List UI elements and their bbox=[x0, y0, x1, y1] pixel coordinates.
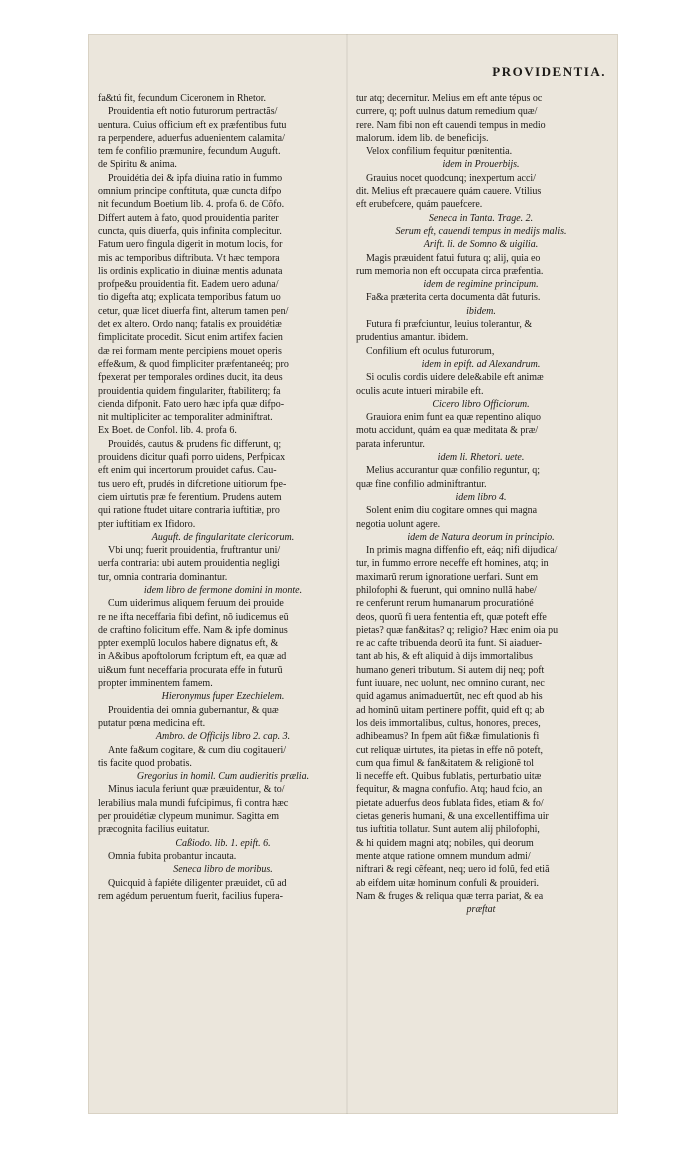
text-line: Si oculis cordis uidere dele&abile eft animæ bbox=[366, 372, 544, 384]
text-line: fimplicitate procedit. Sicut enim artifex facien bbox=[98, 332, 283, 344]
text-line: cienda difponit. Fato uero hæc ipfa quæ difpo- bbox=[98, 398, 285, 410]
text-line: pietate aduerfus deos fublata fides, etiam & fo/ bbox=[356, 797, 544, 809]
source-citation-line: idem li. Rhetori. uete. bbox=[437, 452, 525, 464]
text-line: Velox confilium fequitur pœnitentia. bbox=[366, 146, 513, 158]
text-line: tur atq; decernitur. Melius em eft ante tépus oc bbox=[356, 93, 543, 104]
source-citation-line: idem de Natura deorum in principio. bbox=[407, 531, 555, 543]
text-line: Minus iacula feriunt quæ præuidentur, & to/ bbox=[108, 784, 285, 796]
text-line: prudentius amantur. ibidem. bbox=[356, 332, 469, 344]
source-citation-line: Hieronymus fuper Ezechielem. bbox=[161, 691, 285, 703]
text-line: maximarũ rerum ignoratione uerfari. Sunt em bbox=[356, 571, 539, 583]
text-line: ciem uirtutis præ fe ferentium. Prudens autem bbox=[98, 491, 282, 503]
text-line: quæ fine confilio adminiftrantur. bbox=[356, 478, 487, 490]
text-line: omnium principe conftituta, quæ cuncta difpo bbox=[98, 186, 282, 198]
text-line: cietas generis humani, & una excellentiffima uir bbox=[356, 811, 549, 823]
text-line: motu accidunt, quám ea quæ meditata & præ/ bbox=[356, 425, 539, 437]
text-line: dæ rei formam mente percipiens mouet operis bbox=[98, 345, 282, 357]
text-line: li neceffe eft. Quibus fublatis, perturbatio uitæ bbox=[356, 771, 542, 783]
running-head: PROVIDENTIA. bbox=[492, 64, 606, 79]
source-citation-line: Seneca in Tanta. Trage. 2. bbox=[428, 212, 534, 224]
left-column bbox=[98, 92, 348, 903]
text-line: per prouidétiæ clypeum munimur. Sagitta em bbox=[98, 811, 280, 823]
source-citation-line: Gregorius in homil. Cum audieritis prælia. bbox=[136, 771, 310, 783]
source-citation-line: ibidem. bbox=[466, 305, 496, 317]
text-line: Futura fi præfciuntur, leuius tolerantur, & bbox=[366, 319, 533, 331]
text-line: de craftino folicitum effe. Nam & ipfe dominus bbox=[98, 624, 288, 636]
text-line: quid agamus animaduertũt, nec eft quod ab his bbox=[356, 691, 543, 703]
source-citation-line: idem libro de fermone domini in monte. bbox=[143, 584, 303, 596]
text-line: los deis immortalibus, cultus, honores, preces, bbox=[356, 717, 541, 729]
text-line: ra perpendere, aduerfus aduenientem calamita/ bbox=[98, 132, 285, 144]
text-line: nit fecundum Boetium lib. 4. profa 6. de Cõfo. bbox=[98, 199, 285, 211]
text-line: Grauius nocet quodcunq; inexpertum acci/ bbox=[366, 172, 536, 184]
text-line: tus iuftitia tollatur. Sunt autem alij philofophi, bbox=[356, 824, 540, 836]
text-line: Ex Boet. de Confol. lib. 4. profa 6. bbox=[98, 425, 237, 437]
text-line: currere, q; poft uulnus datum remedium quæ/ bbox=[356, 106, 538, 118]
text-line: oculis acute intueri mirabile eft. bbox=[356, 385, 484, 397]
text-line: malorum. idem lib. de beneficijs. bbox=[356, 132, 489, 144]
text-line: humano generi tributum. Si autem dij neq; poft bbox=[356, 664, 545, 676]
text-line: eft enim qui incertorum prouidet cafus. Cau- bbox=[98, 465, 277, 477]
text-line: qui ratione ftudet uitare contraria iuftitiæ, pro bbox=[98, 505, 280, 517]
text-line: fpexerat per temporales ordines ducit, ita deus bbox=[98, 372, 283, 384]
text-line: & hi quidem magni atq; nobiles, qui deorum bbox=[356, 837, 534, 849]
text-line: fequitur, & magna confufio. Atq; haud fcio, an bbox=[356, 784, 543, 796]
text-line: tus uero eft, prudés in difcretione uitiorum fpe- bbox=[98, 478, 287, 490]
text-line: adhibeamus? In fpem aũt fi&æ fimulationis fi bbox=[356, 731, 540, 743]
text-line: uerfa contraria: ubi autem prouidentia negligi bbox=[98, 558, 280, 570]
source-citation-line: Cicero libro Officiorum. bbox=[432, 398, 530, 410]
text-line: re ac cafte tribuenda deorũ ita funt. Si aiaduer- bbox=[356, 638, 543, 650]
text-line: ab eifdem uitæ hominum confuli & prouideri. bbox=[356, 877, 540, 889]
text-line: lerabilius mala mundi fufcipimus, fi contra hæc bbox=[98, 797, 289, 809]
text-line: cum qua fimul & fan&itatem & religionẽ tol bbox=[356, 757, 535, 769]
source-citation-line: idem in Prouerbijs. bbox=[442, 159, 520, 171]
text-line: In primis magna diffenfio eft, eáq; nifi dijudica/ bbox=[366, 545, 558, 557]
text-line: prouidens dicitur quafi porro uidens, Perfpicax bbox=[98, 452, 286, 464]
text-line: prouidentia quidem fingulariter, ftabiliterq; fa bbox=[98, 385, 281, 397]
text-line: Quicquid à fapiéte diligenter præuidet, cũ ad bbox=[108, 877, 287, 889]
text-line: tur, omnia contraria dominantur. bbox=[98, 571, 228, 583]
text-line: Fatum uero fingula digerit in motum locis, for bbox=[98, 239, 283, 251]
source-citation-line: idem libro 4. bbox=[455, 491, 507, 503]
text-line: ui&um funt neceffaria procurata effe in futurũ bbox=[98, 664, 283, 676]
text-line: Melius accurantur quæ confilio reguntur, q; bbox=[366, 465, 540, 477]
source-citation-line: Arift. li. de Somno & uigilia. bbox=[423, 239, 539, 251]
text-line: fa&tú fit, fecundum Ciceronem in Rhetor. bbox=[98, 93, 267, 104]
text-line: pietas? quæ fan&itas? q; religio? Hæc enim oia pu bbox=[356, 624, 559, 636]
source-citation-line: Serum eft, cauendi tempus in medijs malis. bbox=[395, 225, 567, 237]
text-line: eft erubefcere, quám pauefcere. bbox=[356, 199, 483, 211]
text-line: Prouidés, cautus & prudens fic differunt, q; bbox=[108, 438, 282, 450]
text-line: de Spiritu & anima. bbox=[98, 159, 177, 171]
text-line: tio digefta atq; explicata temporibus fatum uo bbox=[98, 292, 281, 304]
source-citation-line: Seneca libro de moribus. bbox=[173, 864, 273, 876]
text-line: mente atque ratione omnem mundum admi/ bbox=[356, 850, 531, 862]
text-line: Vbi unq; fuerit prouidentia, fruftrantur uni/ bbox=[108, 545, 281, 557]
text-line: ppter exemplũ loculos habere dignatus eft, & bbox=[98, 638, 279, 650]
text-line: lis ordinis explicatio in diuinæ mentis adunata bbox=[98, 265, 283, 277]
text-line: Magis præuident fatui futura q; alij, quia eo bbox=[366, 252, 541, 264]
source-citation-line: præftat bbox=[466, 904, 496, 916]
source-citation-line: Caßiodo. lib. 1. epift. 6. bbox=[175, 837, 271, 849]
text-line: Solent enim diu cogitare omnes qui magna bbox=[366, 505, 538, 517]
text-line: re ne ifta neceffaria fibi defint, nõ iudicemus eũ bbox=[98, 611, 289, 623]
text-line: negotia uolunt agere. bbox=[356, 518, 441, 530]
text-line: ad hominũ uitam pertinere poffit, quid eft q; ab bbox=[356, 704, 545, 716]
text-line: propter imminentem famem. bbox=[98, 678, 213, 690]
book-page bbox=[88, 34, 618, 1114]
text-line: uentura. Cuius officium eft ex præfentibus futu bbox=[98, 119, 287, 131]
text-line: effe&um, & quod fimpliciter præfentaneéq; pro bbox=[98, 358, 289, 370]
text-line: putatur pœna medicina eft. bbox=[98, 717, 206, 729]
text-line: funt iuuare, nec uolunt, nec omnino curant, nec bbox=[356, 678, 545, 690]
text-line: rem agédum peruentum fuerit, facilius fupera- bbox=[98, 890, 283, 902]
source-citation-line: Auguft. de fingularitate clericorum. bbox=[151, 531, 295, 543]
text-line: niftrari & regi cẽfeant, neq; uero id folũ, fed etiã bbox=[356, 864, 550, 876]
text-line: Grauiora enim funt ea quæ repentino aliquo bbox=[366, 412, 541, 424]
text-line: tis facite quod probatis. bbox=[98, 757, 192, 769]
text-line: rum memoria non eft occupata circa præfentia. bbox=[356, 265, 544, 277]
text-line: parata inferuntur. bbox=[356, 438, 425, 450]
text-line: Prouidentia eft notio futurorum pertractãs/ bbox=[108, 106, 278, 118]
text-line: tem fe confilio præmunire, fecundum Auguft. bbox=[98, 146, 281, 158]
source-citation-line: idem de regimine principum. bbox=[423, 279, 539, 291]
text-line: cut reliquæ uirtutes, ita pietas in effe nõ poteft, bbox=[356, 744, 543, 756]
text-line: nit multipliciter ac temporaliter adminiftrat. bbox=[98, 412, 273, 424]
text-line: Omnia fubita probantur incauta. bbox=[108, 850, 237, 862]
right-column bbox=[356, 92, 606, 916]
text-line: Prouidétia dei & ipfa diuina ratio in fummo bbox=[108, 172, 283, 184]
text-line: cuncta, quis diuerfa, quis infinita complecitur. bbox=[98, 225, 282, 237]
text-line: Fa&a præterita certa documenta dãt futuris. bbox=[366, 292, 541, 304]
text-line: profpe&u prouidentia fit. Eadem uero aduna/ bbox=[98, 279, 279, 291]
text-line: Ante fa&um cogitare, & cum diu cogitaueri/ bbox=[108, 744, 286, 756]
text-line: mis ac temporibus diftributa. Vt hæc tempora bbox=[98, 252, 280, 264]
source-citation-line: idem in epift. ad Alexandrum. bbox=[421, 358, 541, 370]
source-citation-line: Ambro. de Officijs libro 2. cap. 3. bbox=[155, 731, 291, 743]
text-line: Cum uiderimus aliquem feruum dei prouide bbox=[108, 598, 284, 610]
text-line: præcognita facilius euitatur. bbox=[98, 824, 210, 836]
text-line: Confilium eft oculus futurorum, bbox=[366, 345, 495, 357]
text-line: in A&ibus apoftolorum fcriptum eft, ea quæ ad bbox=[98, 651, 287, 663]
text-line: Differt autem à fato, quod prouidentia pariter bbox=[98, 212, 279, 224]
text-line: cetur, quæ licet diuerfa fint, alterum tamen pen/ bbox=[98, 305, 289, 317]
text-line: dit. Melius eft præcauere quám cauere. Vtilius bbox=[356, 186, 542, 198]
text-line: Prouidentia dei omnia gubernantur, & quæ bbox=[108, 704, 279, 716]
text-line: philofophi & fuerunt, qui omnino nullã habe/ bbox=[356, 584, 537, 596]
text-line: tur, in fummo errore neceffe eft homines, atq; in bbox=[356, 558, 549, 570]
text-line: deos, quorũ fi uera fententia eft, quæ poteft effe bbox=[356, 611, 547, 623]
text-line: Nam & fruges & reliqua quæ terra pariat, & ea bbox=[356, 890, 544, 902]
text-line: pter iuftitiam ex Ifidoro. bbox=[98, 518, 196, 530]
text-line: re cenferunt rerum humanarum procuratióné bbox=[356, 598, 534, 610]
text-line: rere. Nam fibi non eft cauendi tempus in medio bbox=[356, 119, 546, 131]
text-line: det ex altero. Ordo nanq; fatalis ex prouidétiæ bbox=[98, 319, 282, 331]
text-line: tant ab his, & eft aliquid à dijs immortalibus bbox=[356, 651, 533, 663]
